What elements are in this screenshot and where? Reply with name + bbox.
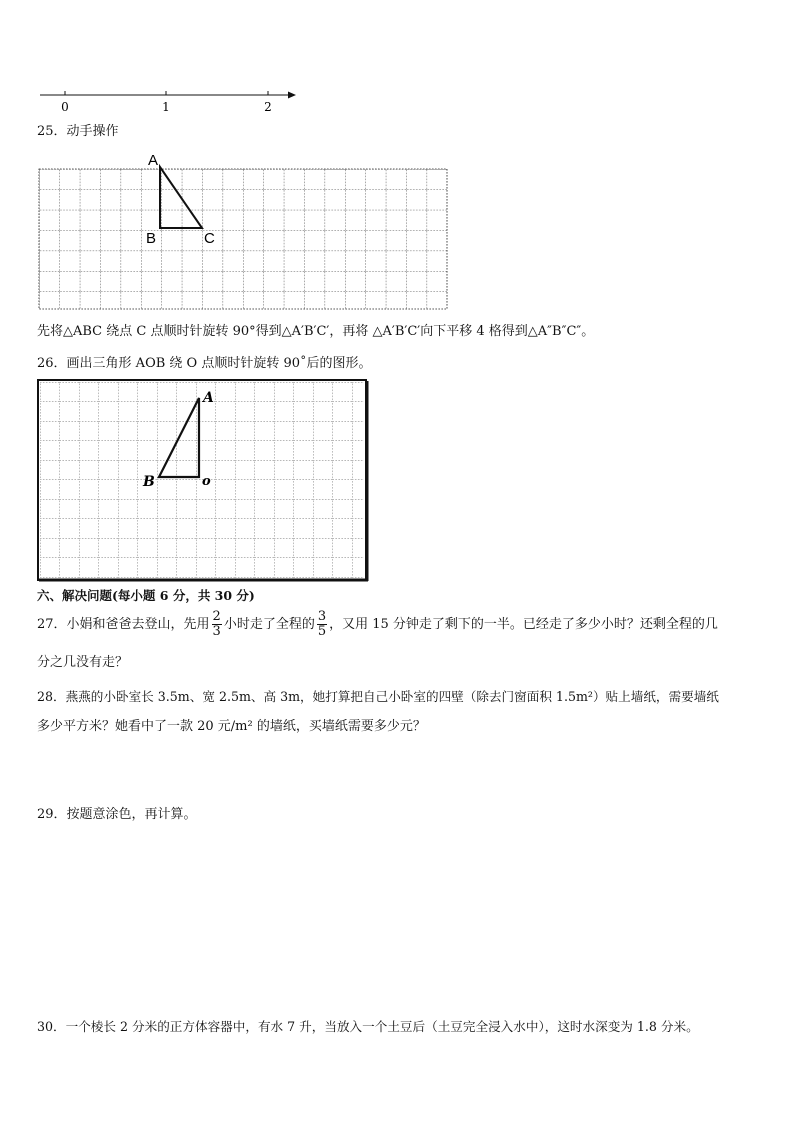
q29-text: 29．按题意涂色，再计算。 [37, 807, 197, 822]
tick-label-2: 2 [264, 100, 272, 114]
q25-label-c: C [204, 230, 215, 247]
q26-title: 26．画出三角形 AOB 绕 O 点顺时针旋转 90˚后的图形。 [37, 356, 372, 371]
tick-label-1: 1 [162, 100, 170, 114]
q26-grid-figure [36, 378, 370, 584]
q27-part3: ，又用 15 分钟走了剩下的一半。已经走了多少小时？还剩全程的几 [329, 617, 718, 632]
tick-label-0: 0 [61, 100, 69, 114]
q28-line2: 多少平方米？她看中了一款 20 元/m² 的墙纸，买墙纸需要多少元？ [37, 719, 426, 734]
section6-heading: 六、解决问题(每小题 6 分，共 30 分) [37, 588, 255, 603]
q30-text: 30．一个棱长 2 分米的正方体容器中，有水 7 升，当放入一个土豆后（土豆完全浸入水中），这时水深变为 1.8 分米。 [37, 1019, 699, 1034]
number-line [36, 86, 302, 114]
q25-instruction: 先将△ABC 绕点 C 点顺时针旋转 90°得到△A′B′C′，再将 △A′B′C′向下平移 4 格得到△A″B″C″。 [37, 324, 595, 339]
fraction1-numerator: 2 [212, 609, 221, 624]
fraction2-numerator: 3 [317, 609, 327, 624]
q26-label-a: A [203, 390, 214, 406]
q25-label-a: A [148, 152, 159, 169]
q25-title: 25．动手操作 [37, 124, 119, 139]
q27-part1: 27．小娟和爸爸去登山，先用 [37, 617, 210, 632]
q26-label-o: o [202, 474, 211, 489]
q26-label-b: B [143, 474, 155, 490]
fraction-three-fifths [317, 610, 327, 639]
q25-label-b: B [146, 230, 157, 247]
q27-line2: 分之几没有走？ [37, 655, 129, 670]
q27-line1 [37, 610, 718, 639]
fraction2-denominator: 5 [317, 624, 327, 639]
q27-part2: 小时走了全程的 [223, 617, 315, 632]
fraction1-denominator: 3 [212, 624, 221, 639]
q25-grid-figure [36, 150, 452, 312]
q28-line1: 28．燕燕的小卧室长 3.5m、宽 2.5m、高 3m，她打算把自己小卧室的四壁（除去门窗面积 1.5m²）贴上墙纸，需要墙纸 [37, 689, 719, 704]
fraction-two-thirds [212, 610, 222, 639]
